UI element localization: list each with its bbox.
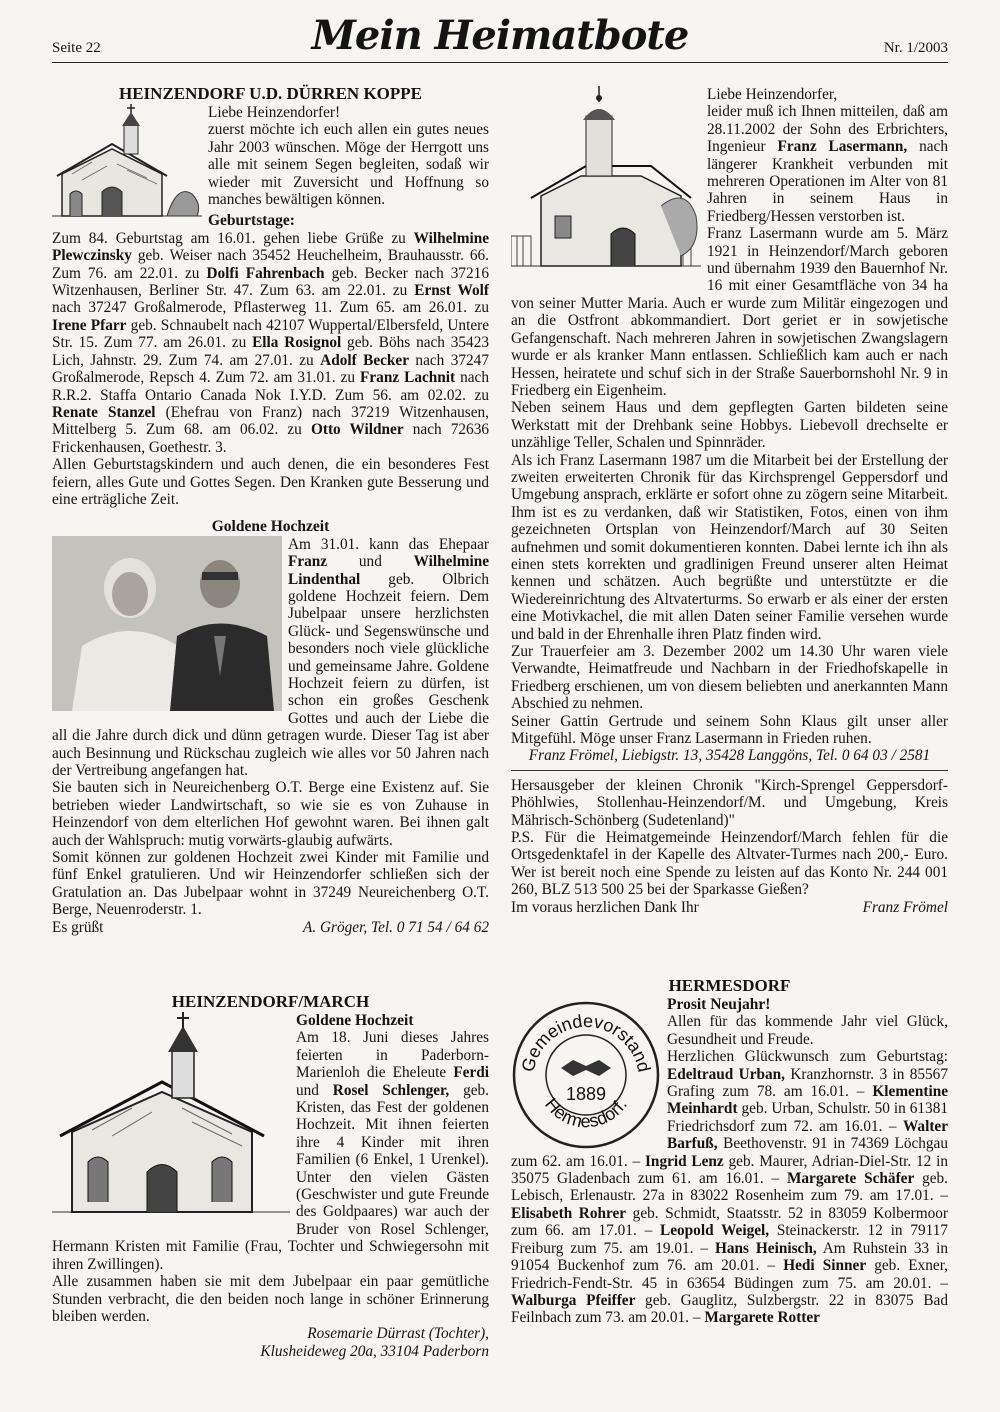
birthdays-text: Zum 84. Geburtstag am 16.01. gehen liebe Grüße zu Wilhelmine Plewczinsky geb. Weiser nach 35452 Heuchelheim, Brauhausstr. 66. Zum 76. am 22.01. zu Dolfi Fahrenbach geb. Becker nach 37216 Witzenhausen, Berliner Str. 47. Zum 63. am 22.01. zu Ernst Wolf nach 37247 Großalmerode, Pflasterweg 11. Zum 65. am 26.01. zu Irene Pfarr geb. Schnaubelt nach 42107 Wuppertal/Elbersfeld, Untere Str. 15. Zum 77. am 26.01. zu Ella Rosignol geb. Böhs nach 35423 Lich, Jahnstr. 29. Zum 74. am 27.01. zu Adolf Becker nach 37247 Großalmerode, Repsch 4. Zum 72. am 31.01. zu Franz Lachnit nach R.R.2. Staffa Ontario Canada Nok I.Y.D. Zum 56. am 02.02. zu Renate Stanzel (Ehefrau von Franz) nach 37219 Witzenhausen, Mittelberg 5. Zum 68. am 06.02. zu Otto Wildner nach 72636 Frickenhausen, Goethestr. 3.	[52, 229, 490, 456]
golden-wedding-text: Am 18. Juni dieses Jahres feierten in Paderborn-Marienloh die Eheleute Ferdi und Rosel Schlenger, geb. Kristen, das Fest der goldenen Hochzeit. Mit ihnen feierten ihre 4 Kinder mit ihren Familien (6 Enkel, 1 Urenkel). Unter den vielen Gästen (Geschwister und gute Freunde des Goldpaares) war auch der Bruder von Rosel Schlenger, Hermann Kristen mit Familie (Frau, Tochter und Schwiegersohn mit ihren Zwillingen).	[52, 1029, 489, 1273]
greeting-text: Allen für das kommende Jahr viel Glück, Gesundheit und Freude.	[667, 1013, 948, 1048]
obituary-text-6: Seiner Gattin Gertrude und seinem Sohn Klaus gilt unser aller Mitgefühl. Möge unser Franz Lasermann in Frieden ruhen.	[511, 712, 948, 748]
seal-top-text: Gemeindevorstand	[517, 1010, 655, 1074]
salutation: Liebe Heinzendorfer!	[208, 104, 341, 121]
divider	[511, 770, 948, 771]
issue-number: Nr. 1/2003	[883, 40, 948, 56]
obituary-text-2: Franz Lasermann wurde am 5. März 1921 in Heinzendorf/March geboren und übernahm 1939 den Bauernhof Nr. 16 mit einer Gesamtfläche von 34 ha von seiner Mutter Maria. Auch er wurde zum Militär eingezogen und an die Ostfront abkommandiert. Dort geriet er in sowjetische Gefangenschaft. Nach mehreren Jahren in sowjetischen Zwangslagern wurde er als kranker Mann entlassen. Schließlich kam auch er nach Hessen, heiratete und schuf sich in der Straße Sauerbornshohl Nr. 9 in Friedberg ein Eigenheim.	[511, 225, 948, 399]
couple-photo	[52, 536, 282, 711]
article-obituary	[511, 86, 948, 916]
municipal-seal	[511, 1000, 661, 1150]
golden-wedding-text-3: Somit können zur goldenen Hochzeit zwei Kinder mit Familie und fünf Enkel gratulieren. Und wir Heinzendorfer schließen sich der Gratulation an. Das Jubelpaar wohnt in 37249 Neureichenberg O.T. Berge, Neuenroderstr. 1.	[52, 849, 489, 919]
seal-bottom-text: Hermesdorf.	[541, 1094, 631, 1132]
chapel-illustration	[511, 86, 701, 276]
subheading: Prosit Neujahr!	[667, 996, 771, 1013]
salutation: Liebe Heinzendorfer,	[707, 86, 838, 103]
wishes-text: Allen Geburtstagskindern und auch denen, die ein besonderes Fest feiern, alles Gute und Gottes Segen. Den Kranken gute Besserung und eine erträgliche Zeit.	[52, 456, 489, 508]
golden-wedding-text: Am 31.01. kann das Ehepaar Franz und Wilhelmine Lindenthal geb. Olbrich goldene Hochzeit feiern. Dem Jubelpaar unsere herzlichsten Glück- und Segenswünsche und besonders noch viele glückliche und gemeinsame Jahre. Goldene Hochzeit feiern zu dürfen, ist schon ein großes Geschenk Gottes und auch der Liebe die all die Jahre durch dick und dünn getragen wurde. Dieser Tag ist aber auch Besinnung und Rückschau zugleich wie alles vor 50 Jahren nach der Vertreibung angefangen hat.	[52, 535, 489, 780]
golden-wedding-text-2: Sie bauten sich in Neureichenberg O.T. Berge eine Existenz auf. Sie betrieben wieder Landwirtschaft, so wie sie es von Zuhause in Heinzendorf von dem elterlichen Hof gewohnt waren. Bei ihnen galt auch der Wahlspruch: mutig vorwärts-glaubig aufwärts.	[52, 779, 489, 849]
golden-wedding-text-2: Alle zusammen haben sie mit dem Jubelpaar ein paar gemütliche Stunden verbracht, die den beiden noch lange in schöner Erinnerung bleiben werden.	[52, 1273, 489, 1325]
section-title: HERMESDORF	[668, 976, 791, 995]
signature: A. Gröger, Tel. 0 71 54 / 64 62	[303, 918, 489, 936]
chapel-illustration	[52, 1012, 290, 1222]
section-title: HEINZENDORF/MARCH	[171, 992, 370, 1011]
obituary-text-5: Zur Trauerfeier am 3. Dezember 2002 um 14.30 Uhr waren viele Verwandte, Heimatfreude und Nachbarn in der Friedhofskapelle in Friedberg erschienen, um von diesem beliebten und anerkannten Mann Abschied zu nehmen.	[511, 643, 948, 713]
golden-wedding-heading: Goldene Hochzeit	[296, 1012, 414, 1029]
signature-address: Klusheideweg 20a, 33104 Paderborn	[260, 1342, 489, 1360]
article-heinzendorf-koppe	[52, 84, 489, 936]
thanks-text: Im voraus herzlichen Dank Ihr	[511, 898, 699, 916]
greeting: Es grüßt	[52, 918, 104, 936]
birthdays-text: Herzlichen Glückwunsch zum Geburtstag: Edeltraud Urban, Kranzhornstr. 3 in 85567 Grafing zum 78. am 16.01. – Klementine Meinhardt geb. Urban, Schulstr. 50 in 61381 Friedrichsdorf zum 72. am 16.01. – Walter Barfuß, Beethovenstr. 91 in 74369 Löchgau zum 62. am 16.01. – Ingrid Lenz geb. Maurer, Adrian-Diel-Str. 12 in 35075 Gladenbach zum 61. am 16.01. – Margarete Schäfer geb. Lebisch, Erlenaustr. 27a in 83022 Rosenheim zum 79. am 17.01. – Elisabeth Rohrer geb. Schmidt, Staatsstr. 52 in 83059 Kolbermoor zum 66. am 17.01. – Leopold Weigel, Steinackerstr. 12 in 79117 Freiburg zum 75. am 19.01. – Hans Heinisch, Am Ruhstein 33 in 91054 Buckenhof zum 76. am 20.01. – Hedi Sinner geb. Exner, Friedrich-Fendt-Str. 45 in 63654 Büdingen zum 75. am 20.01. – Walburga Pfeiffer geb. Gauglitz, Sulzbergstr. 22 in 83075 Bad Feilnbach zum 73. am 20.01. – Margarete Rotter	[511, 1048, 949, 1327]
seal-year: 1889	[565, 1084, 607, 1104]
page-header	[0, 0, 1000, 70]
obituary-text-4: Als ich Franz Lasermann 1987 um die Mitarbeit bei der Erstellung der zweiten erweiterten Chronik für das Kirchsprengel Geppersdorf und Umgebung ansprach, erklärte er sofort ohne zu zögern seine Mitarbeit. Ihm ist es zu verdanken, daß wir Statistiken, Fotos, einen von ihm gezeichneten Ortsplan von Heinzendorf/March auf 30 Seiten aufnehmen und somit dokumentieren konnten. Dabei lernte ich ihn als einen stets korrekten und gradlinigen Freund unserer alten Heimat kennen und schätzen. Auch begrüßte und unterstützte er die Wiedereinrichtung des Altvaterturms. So erwarb er als einer der ersten eine Motivkachel, die mit allen Daten seiner Familie versehen wurde und bald in der Ehrenhalle ihren Platz finden wird.	[511, 451, 948, 643]
obituary-signature: Franz Frömel, Liebigstr. 13, 35428 Langgöns, Tel. 0 64 03 / 2581	[528, 747, 931, 765]
section-title: HEINZENDORF U.D. DÜRREN KOPPE	[118, 84, 423, 103]
golden-wedding-heading: Goldene Hochzeit	[211, 518, 330, 536]
chronicle-note: Hersausgeber der kleinen Chronik "Kirch-Sprengel Geppersdorf-Phöhlwies, Stollenhau-Heinzendorf/M. und Umgebung, Kreis Mährisch-Schönberg (Sudetenland)"	[511, 776, 948, 829]
header-rule	[52, 62, 948, 63]
signature-name: Rosemarie Dürrast (Tochter),	[307, 1325, 489, 1343]
obituary-text-3: Neben seinem Haus und dem gepflegten Garten bildeten seine Werkstatt mit der Drehbank seine Hobbys. Liebevoll drechselte er unzählige Teller, Schalen und Spinnräder.	[511, 399, 948, 452]
chapel-illustration	[52, 104, 202, 224]
obituary-text: leider muß ich Ihnen mitteilen, daß am 28.11.2002 der Sohn des Erbrichters, Ingenieur Franz Lasermann, nach längerer Krankheit verbunden mit mehreren Operationen im Alter von 81 Jahren in seinem Haus in Friedberg/Hessen verstorben ist.	[707, 103, 948, 225]
article-heinzendorf-march	[52, 992, 489, 1360]
thanks-signature: Franz Frömel	[862, 898, 948, 916]
donation-note: P.S. Für die Heimatgemeinde Heinzendorf/March fehlen für die Ortsgedenktafel in der Kapelle des Altvater-Turmes nach 200,- Euro. Wer ist bereit noch eine Spende zu leisten auf das Konto Nr. 244 001 260, BLZ 513 500 25 bei der Sparkasse Gießen?	[511, 829, 948, 899]
birthdays-heading: Geburtstage:	[208, 212, 295, 230]
masthead: Mein Heimatbote	[311, 12, 689, 59]
page-number: Seite 22	[52, 40, 101, 56]
signature-line	[52, 919, 489, 936]
article-hermesdorf	[511, 976, 948, 1327]
thanks-line	[511, 899, 948, 916]
intro-text: zuerst möchte ich euch allen ein gutes neues Jahr 2003 wünschen. Möge der Herrgott uns alle mit seinem Segen begleiten, sodaß wir wieder mit Zuversicht und Hoffnung so manches bewältigen können.	[208, 121, 489, 209]
